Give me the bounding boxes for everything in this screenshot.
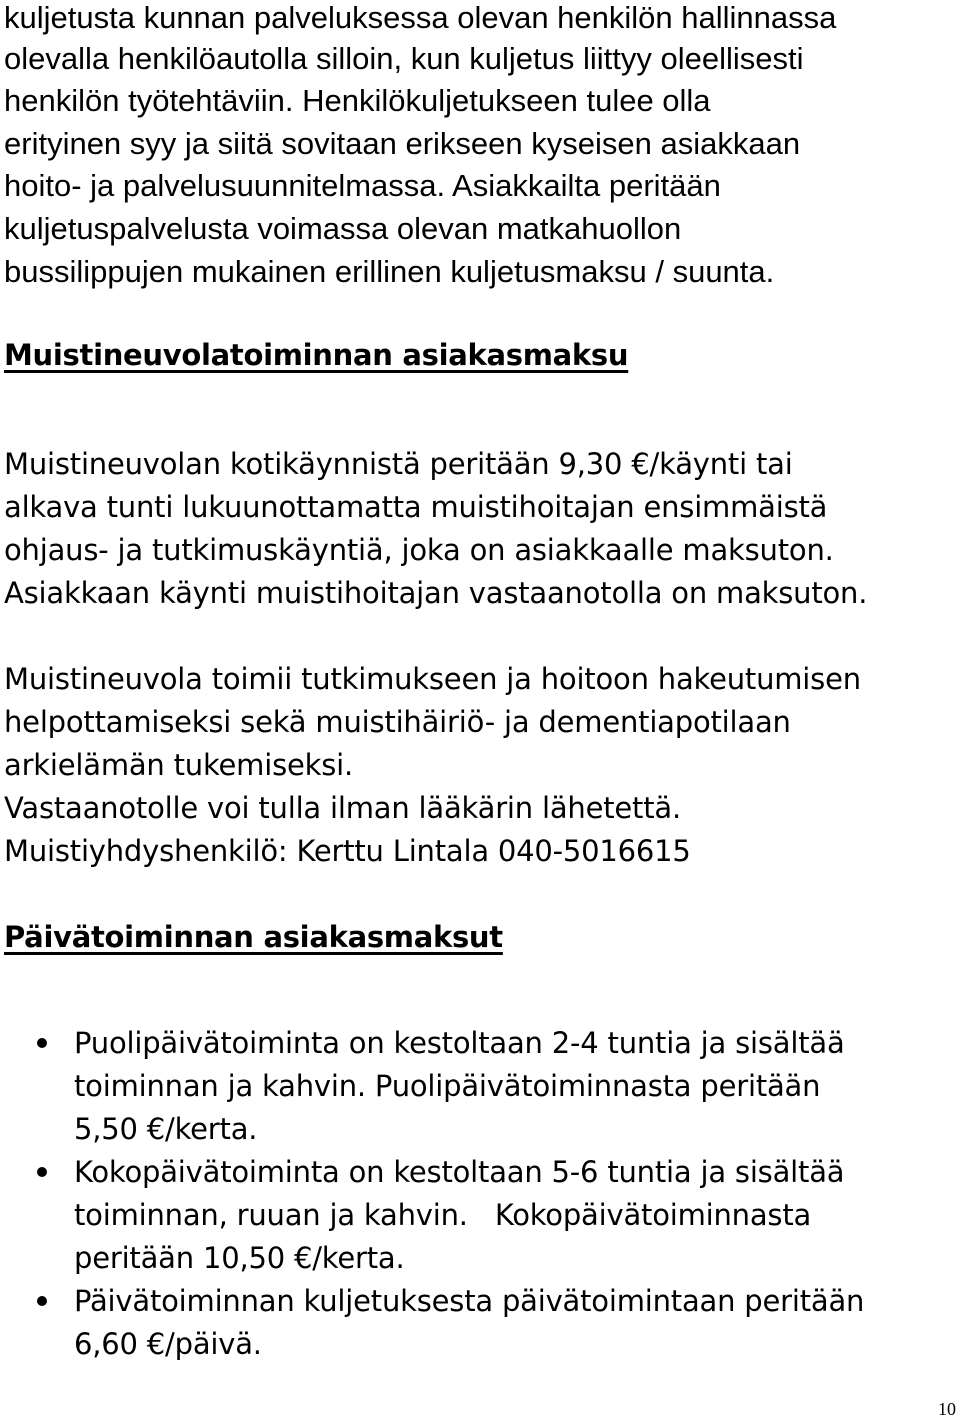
intro-line: kuljetusta kunnan palveluksessa olevan henkilön hallinnassa bbox=[4, 0, 837, 35]
list-item-line: toiminnan ja kahvin. Puolipäivätoiminnasta peritään bbox=[74, 1069, 821, 1103]
paragraph-line: Muistineuvola toimii tutkimukseen ja hoitoon hakeutumisen bbox=[4, 662, 861, 696]
paragraph-line: Muistineuvolan kotikäynnistä peritään 9,30 €/käynti tai bbox=[4, 447, 793, 481]
paragraph-line: helpottamiseksi sekä muistihäiriö- ja dementiapotilaan bbox=[4, 705, 791, 739]
list-item-line: toiminnan, ruuan ja kahvin. Kokopäivätoiminnasta bbox=[74, 1198, 812, 1232]
list-item-line: Kokopäivätoiminta on kestoltaan 5-6 tuntia ja sisältää bbox=[74, 1155, 845, 1189]
list-item-line: peritään 10,50 €/kerta. bbox=[74, 1241, 405, 1275]
bullet-icon bbox=[37, 1167, 47, 1177]
list-item-line: Päivätoiminnan kuljetuksesta päivätoimintaan peritään bbox=[74, 1284, 865, 1318]
paragraph-line: alkava tunti lukuunottamatta muistihoitajan ensimmäistä bbox=[4, 490, 828, 524]
paragraph-line: arkielämän tukemiseksi. bbox=[4, 748, 354, 782]
section-heading-memory-clinic: Muistineuvolatoiminnan asiakasmaksu bbox=[4, 338, 629, 372]
contact-line: Muistiyhdyshenkilö: Kerttu Lintala 040-5016615 bbox=[4, 834, 691, 868]
paragraph-line: Vastaanotolle voi tulla ilman lääkärin lähetettä. bbox=[4, 791, 681, 825]
bullet-icon bbox=[37, 1038, 47, 1048]
section-heading-day-activity: Päivätoiminnan asiakasmaksut bbox=[4, 920, 503, 954]
paragraph-line: ohjaus- ja tutkimuskäyntiä, joka on asiakkaalle maksuton. bbox=[4, 533, 834, 567]
intro-line: henkilön työtehtäviin. Henkilökuljetukseen tulee olla bbox=[4, 83, 711, 118]
intro-line: kuljetuspalvelusta voimassa olevan matkahuollon bbox=[4, 211, 682, 246]
list-item-line: Puolipäivätoiminta on kestoltaan 2-4 tuntia ja sisältää bbox=[74, 1026, 845, 1060]
page-number: 10 bbox=[938, 1399, 956, 1419]
intro-line: olevalla henkilöautolla silloin, kun kuljetus liittyy oleellisesti bbox=[4, 41, 804, 76]
intro-line: erityinen syy ja siitä sovitaan erikseen kyseisen asiakkaan bbox=[4, 126, 801, 161]
intro-line: hoito- ja palvelusuunnitelmassa. Asiakkailta peritään bbox=[4, 168, 721, 203]
bullet-icon bbox=[37, 1296, 47, 1306]
list-item-line: 6,60 €/päivä. bbox=[74, 1327, 262, 1361]
list-item-line: 5,50 €/kerta. bbox=[74, 1112, 258, 1146]
intro-line: bussilippujen mukainen erillinen kuljetusmaksu / suunta. bbox=[4, 254, 775, 289]
paragraph-line: Asiakkaan käynti muistihoitajan vastaanotolla on maksuton. bbox=[4, 576, 868, 610]
